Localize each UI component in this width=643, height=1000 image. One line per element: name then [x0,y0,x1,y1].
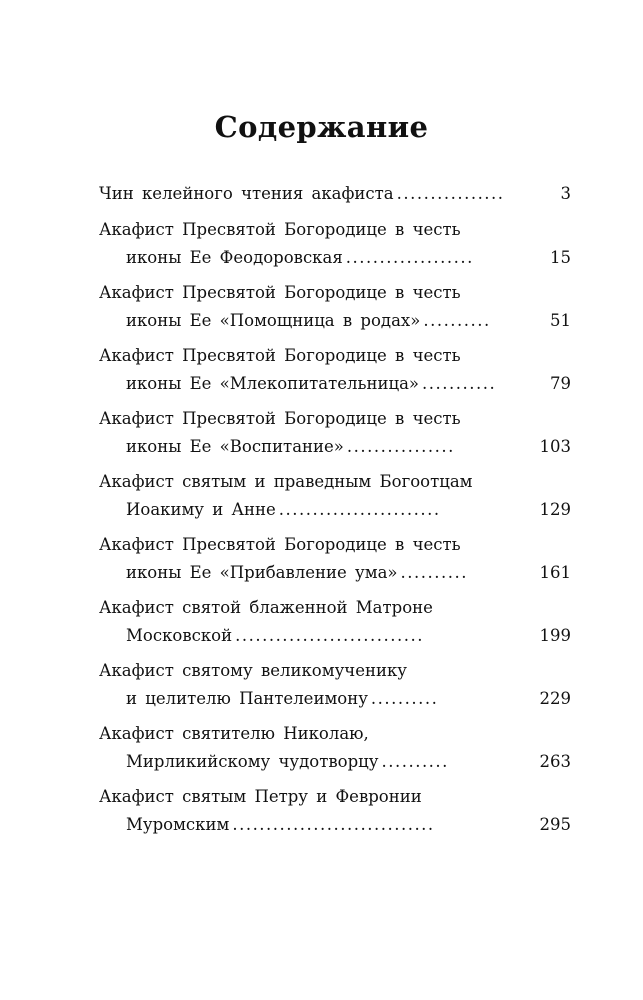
toc-entry-line [99,180,571,208]
toc-entry-line [99,811,571,839]
table-of-contents [99,180,571,846]
dot-leader: .......... [400,563,468,582]
toc-entry-title-continued: и целителю Пантелеимону [126,689,368,708]
dot-leader: .......... [423,311,491,330]
toc-page-number: 79 [550,374,571,393]
dot-leader: ................ [346,437,455,456]
toc-entry [99,216,571,272]
toc-entry-title: Акафист Пресвятой Богородице в честь [99,283,461,302]
toc-page-number: 161 [539,563,571,582]
toc-entry [99,783,571,839]
dot-leader: .......... [370,689,439,708]
toc-entry-line [99,559,571,587]
toc-entry-line [99,496,571,524]
toc-entry [99,594,571,650]
toc-entry [99,531,571,587]
toc-entry-title: Акафист Пресвятой Богородице в честь [99,535,461,554]
toc-entry-line [99,370,571,398]
toc-entry-title: Акафист Пресвятой Богородице в честь [99,220,461,239]
toc-page-number: 295 [539,815,571,834]
dot-leader: ........... [422,374,497,393]
toc-entry-title-continued: Мирликийскому чудотворцу [126,752,379,771]
toc-entry-title: Акафист святому великомученику [99,661,407,680]
toc-entry [99,468,571,524]
toc-entry [99,657,571,713]
dot-leader: ............................ [235,626,424,645]
dot-leader: ................... [345,248,474,267]
toc-entry-title: Акафист святой блаженной Матроне [99,598,433,617]
toc-page-number: 103 [539,437,571,456]
toc-page-number: 199 [539,626,571,645]
toc-entry [99,405,571,461]
toc-entry-title: Акафист святым Петру и Февронии [99,787,422,806]
toc-entry-line [99,244,571,272]
toc-entry-title: Акафист святителю Николаю, [99,724,369,743]
toc-entry-title-continued: Московской [126,626,233,645]
toc-entry-title-continued: иконы Ее Феодоровская [126,248,343,267]
dot-leader: ................ [396,184,505,203]
toc-page-number: 51 [550,311,571,330]
page-title: Содержание [214,110,429,144]
toc-entry-line [99,622,571,650]
toc-entry-title-continued: иконы Ее «Прибавление ума» [126,563,398,582]
toc-entry-title-continued: иконы Ее «Помощница в родах» [126,311,421,330]
toc-entry-title: Акафист святым и праведным Богоотцам [99,472,473,491]
toc-entry-line [99,433,571,461]
toc-entry [99,342,571,398]
toc-entry-title-continued: иконы Ее «Воспитание» [126,437,344,456]
toc-page-number: 15 [550,248,571,267]
toc-entry-title: Акафист Пресвятой Богородице в честь [99,409,461,428]
toc-page-number: 229 [539,689,571,708]
toc-entry [99,180,571,208]
toc-entry-line [99,685,571,713]
toc-entry-title-continued: Иоакиму и Анне [126,500,276,519]
dot-leader: ........................ [278,500,441,519]
dot-leader: .......... [381,752,449,771]
toc-entry-title: Акафист Пресвятой Богородице в честь [99,346,461,365]
toc-entry-line [99,307,571,335]
toc-entry-title-continued: иконы Ее «Млекопитательница» [126,374,420,393]
toc-entry-line [99,748,571,776]
toc-page-number: 3 [560,184,571,203]
toc-page-number: 263 [539,752,571,771]
toc-entry-title-continued: Муромским [126,815,230,834]
toc-entry [99,279,571,335]
dot-leader: .............................. [232,815,435,834]
toc-entry-title: Чин келейного чтения акафиста [99,184,394,203]
toc-page-number: 129 [539,500,571,519]
toc-entry [99,720,571,776]
